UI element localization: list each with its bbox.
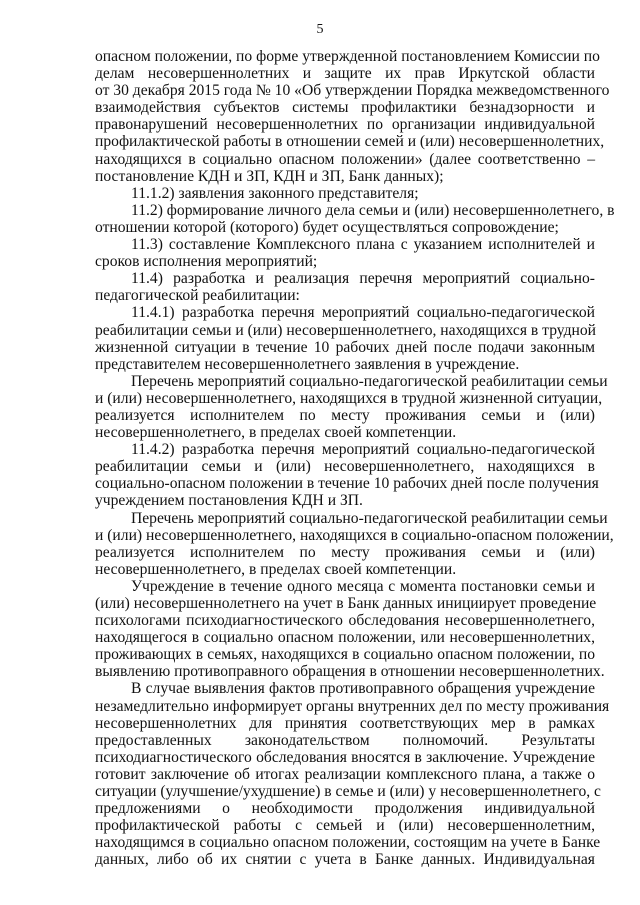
paragraph — [95, 304, 595, 372]
page-number: 5 — [316, 22, 324, 37]
paragraph — [95, 185, 595, 202]
text-line: от 30 декабря 2015 года № 10 «Об утверждении Порядка межведомственного — [95, 82, 610, 100]
text-line: реабилитации семьи и (или) несовершеннолетнего, находящихся в трудной — [95, 321, 597, 339]
text-line: 11.2) формирование личного дела семьи и (или) несовершеннолетнего, в — [131, 201, 615, 219]
text-line: находящихся в социально опасном положении» (далее соответственно – — [95, 150, 595, 168]
text-line: несовершеннолетнего, в пределах своей компетенции. — [95, 424, 457, 442]
text-line: незамедлительно информирует органы внутренних дел по месту проживания — [95, 697, 610, 715]
text-line: взаимодействия субъектов системы профилактики безнадзорности и — [95, 99, 595, 117]
paragraph — [95, 680, 610, 869]
paragraph — [95, 201, 615, 236]
text-line: реализуется исполнителем по месту проживания семьи и (или) — [95, 406, 595, 424]
text-line: сроков исполнения мероприятий; — [95, 253, 318, 271]
text-line: ситуации (улучшение/ухудшение) в семье и (или) у несовершеннолетнего, с — [95, 783, 601, 801]
text-line: психодиагностического обследования вносятся в заключение. Учреждение — [95, 748, 595, 766]
text-line: 11.4.2) разработка перечня мероприятий социально-педагогической — [131, 441, 595, 459]
text-line: предоставленных законодательством полномочий. Результаты — [95, 731, 595, 749]
text-line: делам несовершеннолетних и защите их прав Иркутской области — [95, 65, 595, 83]
text-line: правонарушений несовершеннолетних по организации индивидуальной — [95, 116, 595, 134]
document-body — [95, 48, 615, 869]
paragraph — [95, 48, 610, 185]
text-line: реабилитации семьи и (или) несовершеннолетнего, находящихся в — [95, 458, 595, 476]
text-line: 11.4.1) разработка перечня мероприятий социально-педагогической — [131, 304, 595, 322]
text-line: предложениями о необходимости продолжения индивидуальной — [95, 800, 595, 818]
text-line: 11.4) разработка и реализация перечня мероприятий социально- — [131, 270, 595, 288]
text-line: и (или) несовершеннолетнего, находящихся в трудной жизненной ситуации, — [95, 389, 603, 407]
paragraph — [95, 372, 608, 442]
text-line: профилактической работы в отношении семей и (или) несовершеннолетних, — [95, 133, 605, 151]
text-line: отношении которой (которого) будет осуществляться сопровождение; — [95, 218, 559, 236]
text-line: находящегося в социально опасном положении, или несовершеннолетних, — [95, 629, 595, 647]
text-line: психологами психодиагностического обследования несовершеннолетнего, — [95, 612, 595, 630]
text-line: опасном положении, по форме утвержденной постановлением Комиссии по — [95, 48, 600, 65]
text-line: (или) несовершеннолетнего на учет в Банк данных инициирует проведение — [95, 595, 597, 612]
text-line: социально-опасном положении в течение 10 рабочих дней после получения — [95, 475, 599, 493]
paragraph — [95, 509, 614, 578]
text-line: проживающих в семьях, находящихся в социально опасном положении, по — [95, 646, 595, 664]
paragraph — [95, 577, 605, 681]
paragraph — [95, 270, 595, 304]
text-line: и (или) несовершеннолетнего, находящихся в социально-опасном положении, — [95, 526, 614, 544]
text-line: 11.1.2) заявления законного представителя; — [131, 184, 419, 202]
text-line: Перечень мероприятий социально-педагогической реабилитации семьи — [131, 372, 608, 390]
text-line: данных, либо об их снятии с учета в Банке данных. Индивидуальная — [95, 851, 595, 869]
text-line: выявлению противоправного обращения в отношении несовершеннолетних. — [95, 663, 605, 681]
text-line: реализуется исполнителем по месту проживания семьи и (или) — [95, 543, 595, 561]
paragraph — [95, 236, 595, 270]
text-line: 11.3) составление Комплексного плана с указанием исполнителей и — [131, 236, 595, 254]
text-line: представителем несовершеннолетнего заявления в учреждение. — [95, 355, 520, 373]
text-line: Учреждение в течение одного месяца с момента постановки семьи и — [131, 577, 595, 595]
paragraph — [95, 441, 599, 510]
text-line: постановление КДН и ЗП, КДН и ЗП, Банк данных); — [95, 167, 444, 185]
text-line: несовершеннолетних для принятия соответствующих мер в рамках — [95, 714, 595, 732]
text-line: профилактической работы с семьей и (или) несовершеннолетним, — [95, 817, 595, 835]
text-line: В случае выявления фактов противоправного обращения учреждение — [131, 680, 595, 698]
text-line: готовит заключение об итогах реализации комплексного плана, а также о — [95, 765, 595, 783]
text-line: находящимся в социально опасном положении, состоящим на учете в Банке — [95, 834, 601, 852]
text-line: педагогической реабилитации: — [95, 287, 300, 305]
text-line: несовершеннолетнего, в пределах своей компетенции. — [95, 560, 457, 578]
text-line: учреждением постановления КДН и ЗП. — [95, 492, 363, 510]
text-line: жизненной ситуации в течение 10 рабочих дней после подачи законным — [95, 338, 595, 356]
text-line: Перечень мероприятий социально-педагогической реабилитации семьи — [131, 509, 608, 527]
